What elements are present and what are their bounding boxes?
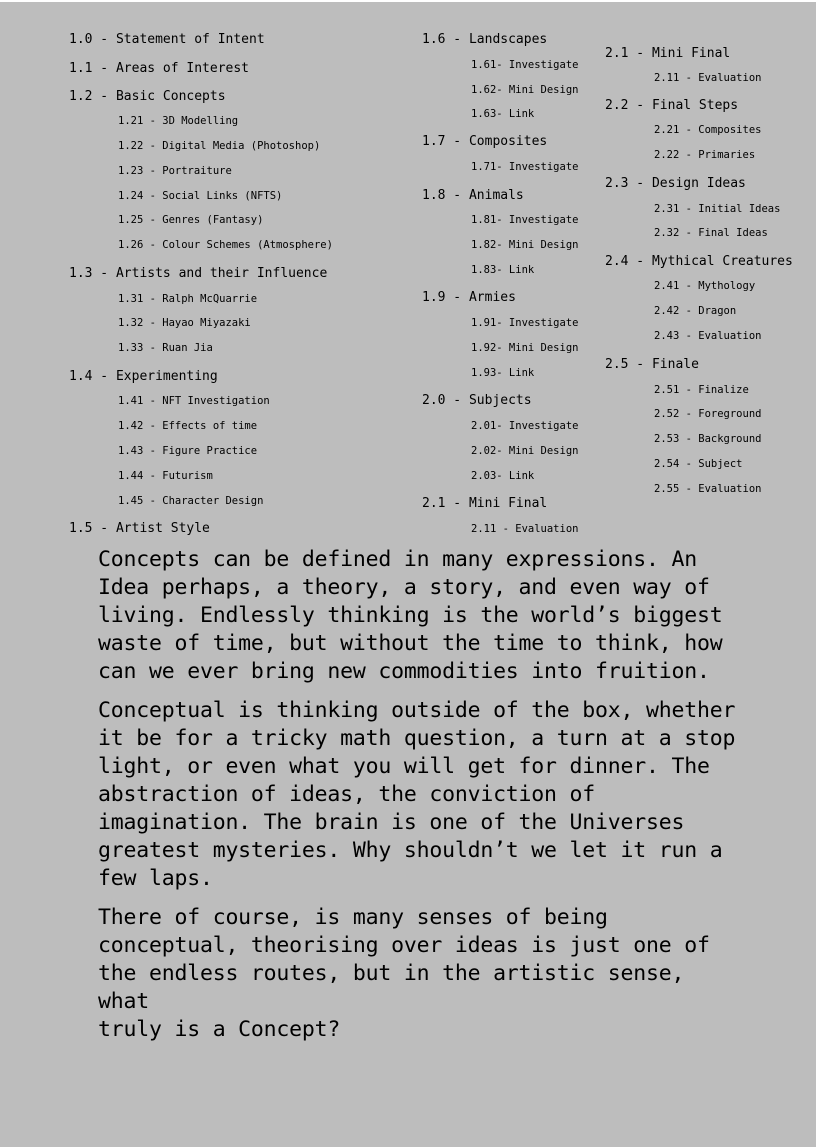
- toc-section-entry: 1.0 - Statement of Intent: [69, 32, 265, 47]
- toc-subsection-entry: 2.42 - Dragon: [654, 305, 737, 317]
- body-paragraph-2: Conceptual is thinking outside of the box, whether it be for a tricky math question, a turn at a stop light, or even what you will get for dinner. The abstraction of ideas, the conviction of imagination. The brain is one of the Universes greatest mysteries. Why shouldn’t we let it run a few laps.: [98, 698, 736, 891]
- toc-subsection-entry: 1.44 - Futurism: [118, 470, 213, 482]
- toc-subsection-entry: 1.24 - Social Links (NFTS): [118, 190, 283, 202]
- toc-subsection-entry: 1.63- Link: [471, 108, 535, 120]
- toc-subsection-entry: 1.33 - Ruan Jia: [118, 342, 213, 354]
- toc-subsection-entry: 1.22 - Digital Media (Photoshop): [118, 140, 321, 152]
- toc-subsection-entry: 1.26 - Colour Schemes (Atmosphere): [118, 239, 333, 251]
- toc-subsection-entry: 2.43 - Evaluation: [654, 330, 762, 342]
- toc-subsection-entry: 1.43 - Figure Practice: [118, 445, 258, 457]
- toc-section-entry: 2.1 - Mini Final: [605, 46, 731, 61]
- toc-subsection-entry: 1.21 - 3D Modelling: [118, 115, 239, 127]
- toc-section-entry: 1.1 - Areas of Interest: [69, 61, 250, 76]
- toc-subsection-entry: 1.41 - NFT Investigation: [118, 395, 270, 407]
- toc-subsection-entry: 2.32 - Final Ideas: [654, 227, 768, 239]
- toc-subsection-entry: 1.91- Investigate: [471, 317, 579, 329]
- toc-subsection-entry: 1.32 - Hayao Miyazaki: [118, 317, 251, 329]
- toc-subsection-entry: 1.61- Investigate: [471, 59, 579, 71]
- document-page: [0, 2, 816, 1147]
- toc-subsection-entry: 1.45 - Character Design: [118, 495, 264, 507]
- toc-section-entry: 1.4 - Experimenting: [69, 369, 218, 384]
- toc-subsection-entry: 2.01- Investigate: [471, 420, 579, 432]
- toc-section-entry: 2.1 - Mini Final: [422, 496, 548, 511]
- toc-subsection-entry: 2.22 - Primaries: [654, 149, 756, 161]
- toc-subsection-entry: 2.51 - Finalize: [654, 384, 749, 396]
- toc-section-entry: 2.3 - Design Ideas: [605, 176, 746, 191]
- toc-section-entry: 1.6 - Landscapes: [422, 32, 548, 47]
- toc-subsection-entry: 2.55 - Evaluation: [654, 483, 762, 495]
- toc-subsection-entry: 2.52 - Foreground: [654, 408, 762, 420]
- toc-section-entry: 1.2 - Basic Concepts: [69, 89, 226, 104]
- toc-subsection-entry: 1.31 - Ralph McQuarrie: [118, 293, 258, 305]
- toc-subsection-entry: 2.41 - Mythology: [654, 280, 756, 292]
- toc-section-entry: 2.2 - Final Steps: [605, 98, 739, 113]
- toc-subsection-entry: 1.83- Link: [471, 264, 535, 276]
- toc-section-entry: 2.5 - Finale: [605, 357, 699, 372]
- toc-section-entry: 1.3 - Artists and their Influence: [69, 266, 328, 281]
- toc-section-entry: 1.9 - Armies: [422, 290, 516, 305]
- toc-subsection-entry: 2.11 - Evaluation: [654, 72, 762, 84]
- toc-subsection-entry: 1.82- Mini Design: [471, 239, 579, 251]
- toc-subsection-entry: 2.53 - Background: [654, 433, 762, 445]
- toc-section-entry: 1.5 - Artist Style: [69, 521, 210, 536]
- toc-subsection-entry: 2.31 - Initial Ideas: [654, 203, 781, 215]
- body-text: [98, 546, 738, 1055]
- toc-subsection-entry: 1.93- Link: [471, 367, 535, 379]
- toc-section-entry: 1.7 - Composites: [422, 134, 548, 149]
- toc-subsection-entry: 1.92- Mini Design: [471, 342, 579, 354]
- toc-subsection-entry: 2.11 - Evaluation: [471, 523, 579, 535]
- toc-subsection-entry: 1.42 - Effects of time: [118, 420, 258, 432]
- body-paragraph-1: Concepts can be defined in many expressions. An Idea perhaps, a theory, a story, and even way of living. Endlessly thinking is the world’s biggest waste of time, but without the time to think, how can we ever bring new commodities into fruition.: [98, 547, 723, 684]
- toc-subsection-entry: 2.02- Mini Design: [471, 445, 579, 457]
- toc-subsection-entry: 1.25 - Genres (Fantasy): [118, 214, 264, 226]
- toc-subsection-entry: 2.21 - Composites: [654, 124, 762, 136]
- toc-subsection-entry: 1.23 - Portraiture: [118, 165, 232, 177]
- body-paragraph-3: There of course, is many senses of being conceptual, theorising over ideas is just one of the endless routes, but in the artistic sense, what truly is a Concept?: [98, 905, 710, 1042]
- toc-subsection-entry: 2.54 - Subject: [654, 458, 743, 470]
- toc-section-entry: 2.4 - Mythical Creatures: [605, 254, 793, 269]
- toc-subsection-entry: 1.62- Mini Design: [471, 84, 579, 96]
- toc-subsection-entry: 2.03- Link: [471, 470, 535, 482]
- toc-subsection-entry: 1.81- Investigate: [471, 214, 579, 226]
- toc-section-entry: 2.0 - Subjects: [422, 393, 532, 408]
- toc-section-entry: 1.8 - Animals: [422, 188, 524, 203]
- toc-subsection-entry: 1.71- Investigate: [471, 161, 579, 173]
